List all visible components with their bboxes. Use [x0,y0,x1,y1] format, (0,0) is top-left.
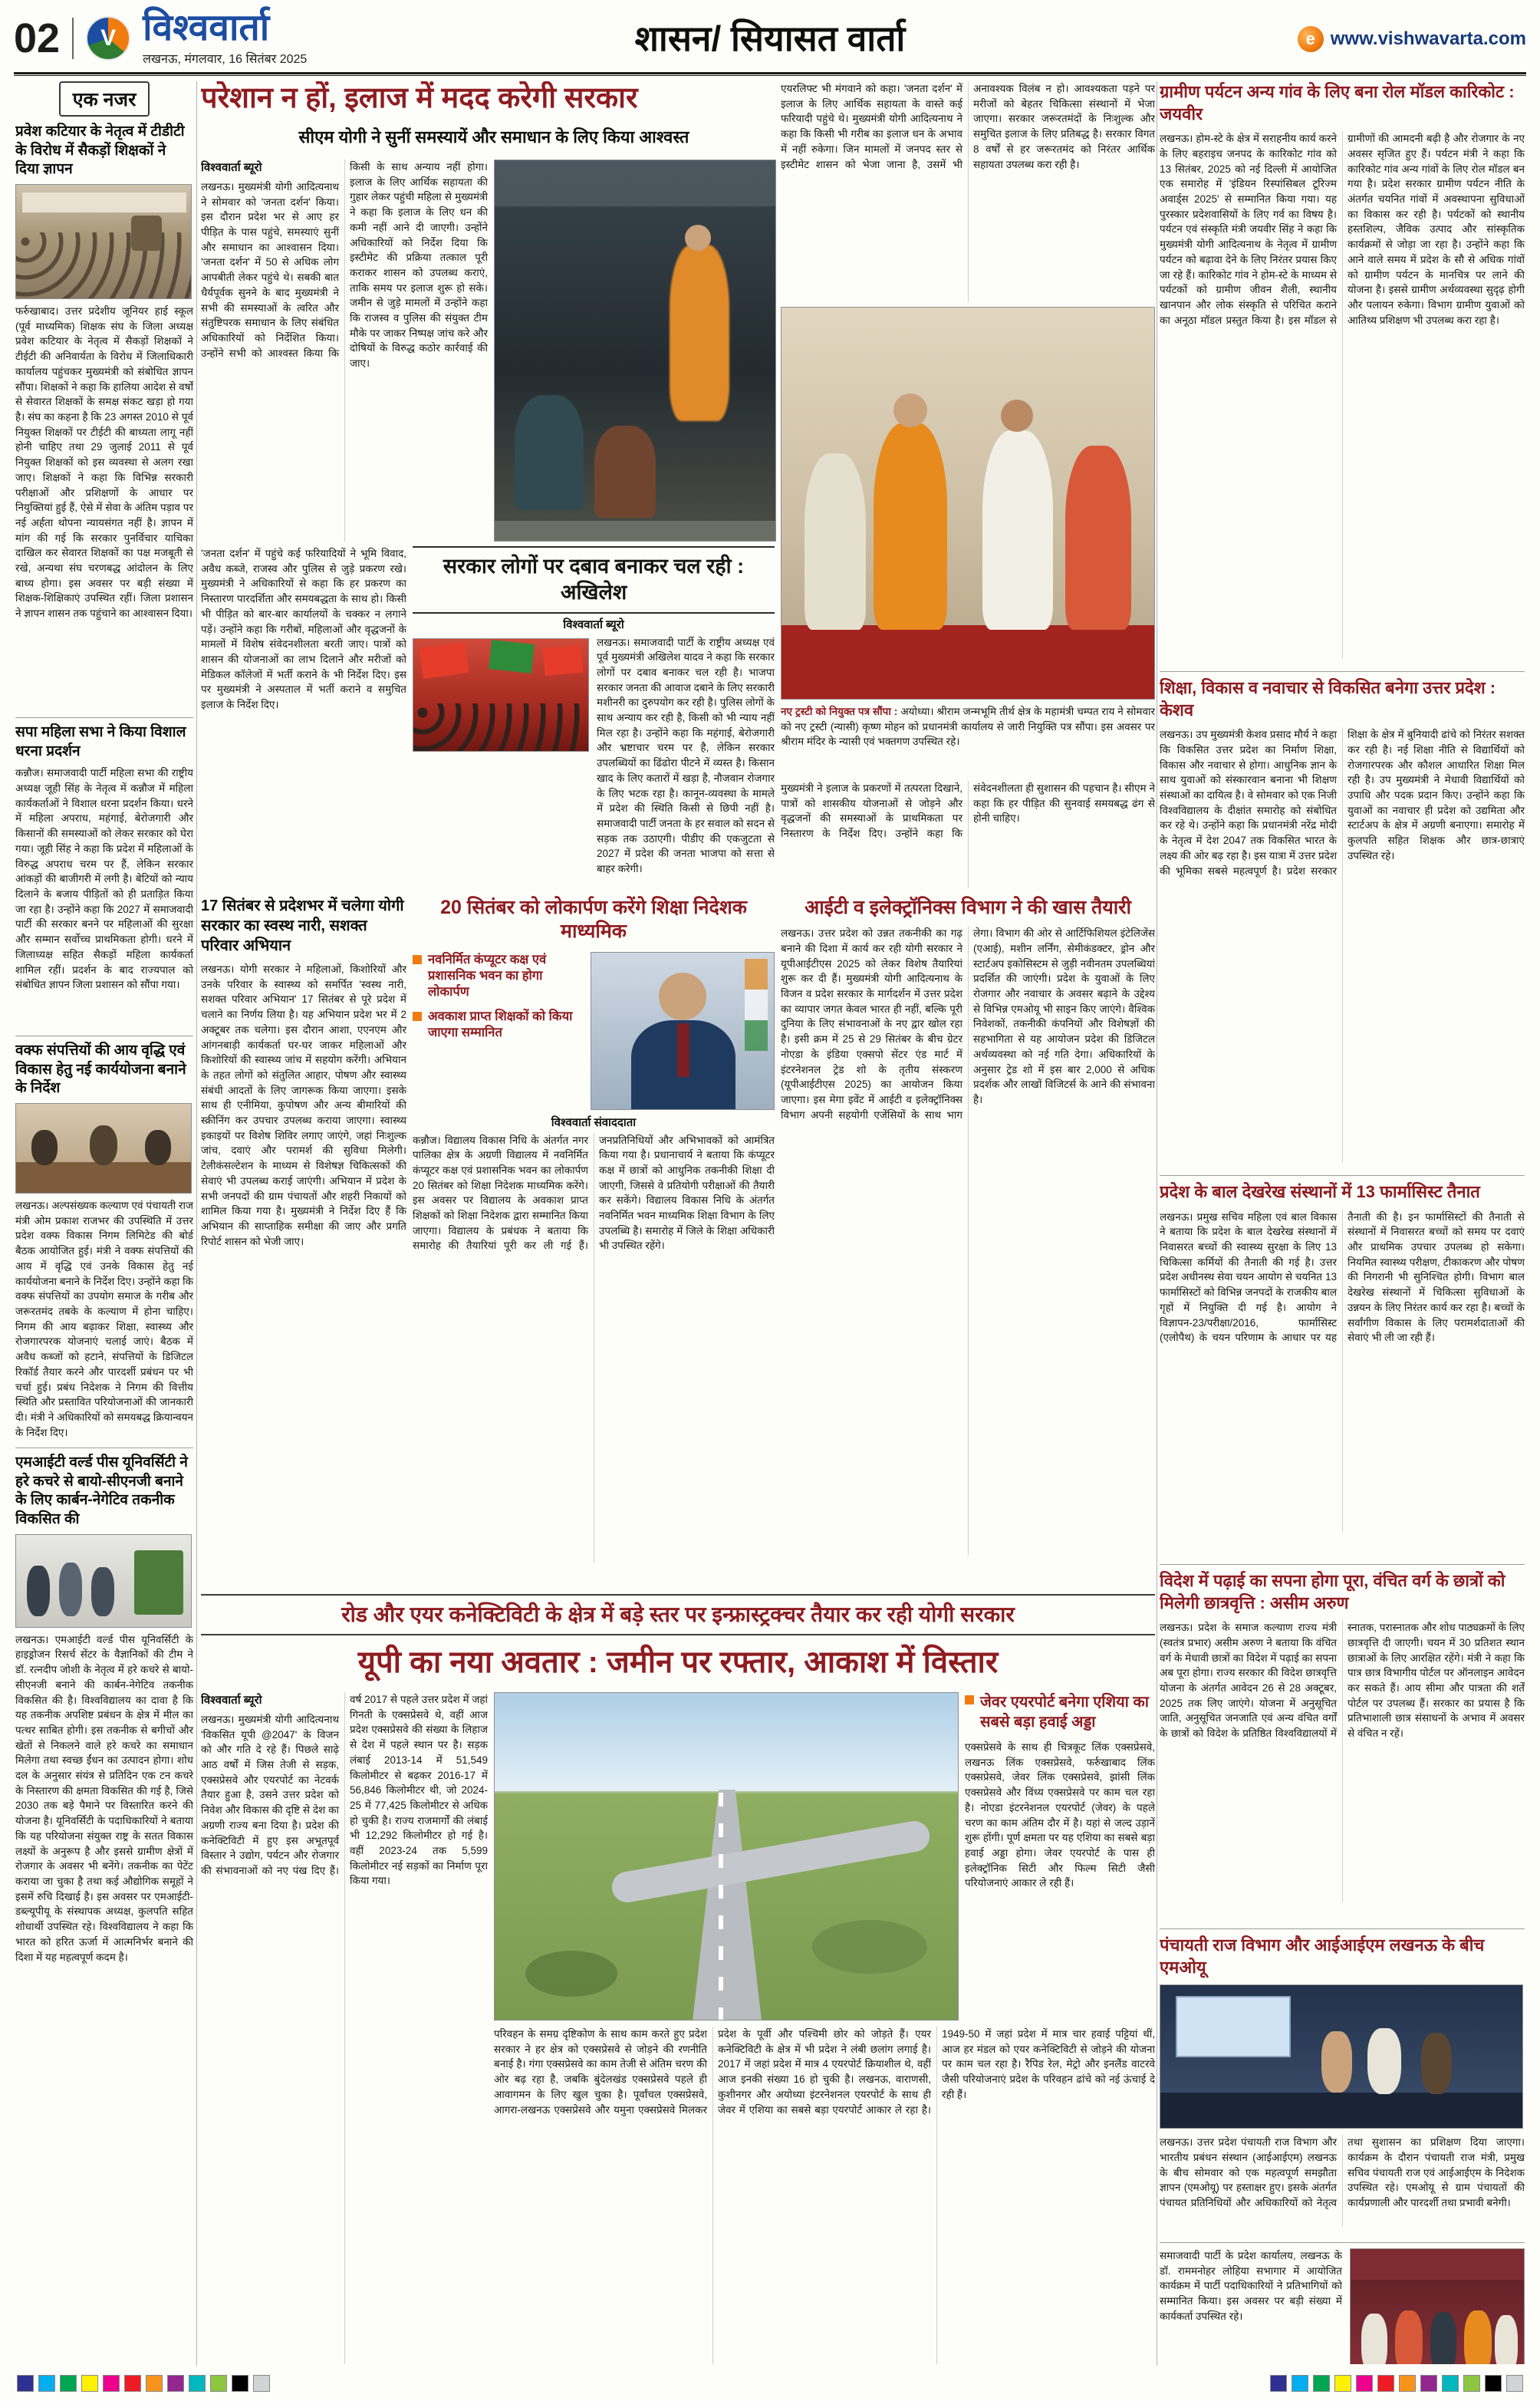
photo-caption: समाजवादी पार्टी के प्रदेश कार्यालय, लखनऊ के डॉ. राममनोहर लोहिया सभागार में आयोजित कार्यक्रम में पार्टी पदाधिकारियों ने प्रतिभागियों को सम्मानित किया। इस अवसर पर बड़ी संख्या में कार्यकर्ता उपस्थित रहे। [1160,2250,1342,2322]
mou-signing-photo [1160,1984,1523,2129]
print-colorbar-left [17,2375,270,2392]
caption-lead: नए ट्रस्टी को नियुक्त पत्र सौंपा : [781,706,898,717]
lead-subhead: सीएम योगी ने सुनीं समस्यायें और समाधान के लिए किया आश्वस्त [298,127,689,147]
orange-square-icon [413,955,422,964]
paper-name: विश्ववार्ता [143,8,270,48]
color-swatch [38,2375,55,2392]
globe-icon: e [1298,26,1324,52]
ayodhya-trustee-photo [781,307,1155,700]
lead-byline: विश्ववार्ता ब्यूरो [201,161,262,174]
lead-body-block-1 [201,160,488,542]
color-swatch [1420,2375,1437,2392]
story-body: लखनऊ। प्रदेश के समाज कल्याण राज्य मंत्री (स्वतंत्र प्रभार) असीम अरुण ने बताया कि वंचित वर्ग के मेधावी छात्रों का विदेश में पढ़ाई का सपना अब पूरा होगा। राज्य सरकार की विदेश छात्रवृत्ति योजना के अंतर्गत आवेदन 26 से 28 अक्टूबर, 2025 तक लिए जाएंगे। योजना में अनुसूचित जाति, अनुसूचित जनजाति एवं अन्य वंचित वर्गों के छात्रों को विदेश के प्रतिष्ठित विश्वविद्यालयों में स्नातक, परास्नातक और शोध पाठ्यक्रमों के लिए छात्रवृत्ति दी जाएगी। चयन में 30 प्रतिशत स्थान छात्राओं के लिए आरक्षित रहेंगे। मंत्री ने कहा कि पात्र छात्र विभागीय पोर्टल पर ऑनलाइन आवेदन कर सकते हैं। आय सीमा और पात्रता की शर्तें पोर्टल पर उपलब्ध हैं। सरकार का प्रयास है कि प्रतिभाशाली छात्र संसाधनों के अभाव में अवसर से वंचित न रहें। [1160,1622,1525,1740]
story-body: फर्रुखाबाद। उत्तर प्रदेशीय जूनियर हाई स्कूल (पूर्व माध्यमिक) शिक्षक संघ के जिला अध्यक्ष प्रवेश कटियार के नेतृत्व में सैकड़ों शिक्षकों ने टीईटी की अनिवार्यता के विरोध में जिलाधिकारी कार्यालय पहुंचकर मुख्यमंत्री को संबोधित ज्ञापन सौंपा। शिक्षकों ने कहा कि हालिया आदेश से वर्षों से सेवारत शिक्षकों के समक्ष संकट खड़ा हो गया है। संघ का कहना है कि 23 अगस्त 2010 से पूर्व नियुक्त शिक्षकों पर टीईटी की बाध्यता लागू नहीं होनी चाहिए तथा 29 जुलाई 2011 से पूर्व नियुक्त शिक्षकों को इस व्यवस्था से अलग रखा जाए। शिक्षकों ने कहा कि विभिन्न सरकारी परीक्षाओं और प्रशिक्षणों के आधार पर नियुक्तियां हुई हैं, ऐसे में सेवा के अंतिम पड़ाव पर नई अर्हता थोपना न्यायसंगत नहीं है। ज्ञापन में मांग की गई कि सरकार पुनर्विचार याचिका दाखिल कर सेवारत शिक्षकों का पक्ष मजबूती से रखे, अन्यथा संघ चरणबद्ध आंदोलन के लिए बाध्य होगा। इस अवसर पर बड़ी संख्या में शिक्षक-शिक्षिकाएं उपस्थित रहीं। जिला प्रशासन ने ज्ञापन शासन तक पहुंचाने का आश्वासन दिया। [15,305,193,620]
color-swatch [81,2375,98,2392]
infra-body-block-1 [201,1692,488,2364]
orange-square-icon [965,1695,974,1704]
story-body: लखनऊ। होम-स्टे के क्षेत्र में सराहनीय कार्य करने के लिए बहराइच जनपद के कारिकोट गांव को 13 सितंबर, 2025 को नई दिल्ली में आयोजित एक समारोह में 'इंडियन रिस्पांसिबल टूरिज्म अवार्ड्स 2025' से सम्मानित किया गया। यह पुरस्कार प्रदेशवासियों के लिए गर्व का विषय है। पर्यटन एवं संस्कृति मंत्री जयवीर सिंह ने कहा कि मुख्यमंत्री योगी आदित्यनाथ के नेतृत्व में ग्रामीण पर्यटन को बढ़ावा देने के लिए निरंतर प्रयास किए जा रहे हैं। कारिकोट गांव ने होम-स्टे के माध्यम से पर्यटकों को ग्रामीण जीवन शैली, स्थानीय खानपान और लोक संस्कृति से परिचित कराने का अनूठा मॉडल प्रस्तुत किया है। इस मॉडल से ग्रामीणों की आमदनी बढ़ी है और रोजगार के नए अवसर सृजित हुए हैं। पर्यटन मंत्री ने कहा कि कारिकोट गांव अन्य गांवों के लिए रोल मॉडल बन गया है। प्रदेश सरकार ग्रामीण पर्यटन नीति के अंतर्गत चयनित गांवों में अवस्थापना सुविधाओं का विकास कर रही है। पर्यटकों को स्थानीय हस्तशिल्प, जैविक उत्पाद और सांस्कृतिक कार्यक्रमों से जोड़ा जा रहा है। उन्होंने कहा कि आने वाले समय में प्रदेश के सौ से अधिक गांवों को ग्रामीण पर्यटन के मानचित्र पर लाने की योजना है। इससे ग्रामीण अर्थव्यवस्था सुदृढ़ होगी और पलायन रुकेगा। विभाग ग्रामीण युवाओं को आतिथ्य प्रशिक्षण भी उपलब्ध करा रहा है। [1160,133,1525,326]
right-photo-news [1160,2248,1525,2364]
it-body: लखनऊ। उत्तर प्रदेश को उन्नत तकनीकी का गढ़ बनाने की दिशा में कार्य कर रही योगी सरकार ने यूपीआईटीएस 2025 को लेकर विशेष तैयारियां शुरू कर दी हैं। मुख्यमंत्री योगी आदित्यनाथ के विजन व प्रदेश सरकार के मार्गदर्शन में उत्तर प्रदेश का व्यापार जगत केवल भारत ही नहीं, बल्कि पूरी दुनिया के लिए संभावनाओं के नए द्वार खोल रहा है। इसी क्रम में 25 से 29 सितंबर के बीच ग्रेटर नोएडा के इंडिया एक्सपो सेंटर एंड मार्ट में इंटरनेशनल ट्रेड शो के तृतीय संस्करण (यूपीआईटीएस 2025) का आयोजन किया जाएगा। इस मेगा इवेंट में आईटी व इलेक्ट्रॉनिक्स विभाग अपनी सहयोगी एजेंसियों के साथ भाग लेगा। विभाग की ओर से आर्टिफिशियल इंटेलिजेंस (एआई), मशीन लर्निंग, सेमीकंडक्टर, ड्रोन और स्टार्टअप इकोसिस्टम से जुड़ी नवीनतम उपलब्धियां प्रदर्शित की जाएंगी। प्रदेश के युवाओं के लिए रोजगार और नवाचार के अवसर बढ़ाने के उद्देश्य से विभिन्न एमओयू भी साइन किए जाएंगे। वैश्विक निवेशकों, तकनीकी कंपनियों और विशेषज्ञों की सहभागिता से यह आयोजन प्रदेश की डिजिटल अर्थव्यवस्था को नई गति देगा। अधिकारियों के अनुसार ट्रेड शो में इस बार 2,000 से अधिक प्रदर्शक और लाखों विजिटर्स के आने की संभावना है। [781,927,1155,1121]
paper-dateline: लखनऊ, मंगलवार, 16 सितंबर 2025 [143,53,308,67]
color-swatch [17,2375,34,2392]
color-swatch [1377,2375,1394,2392]
color-swatch [1313,2375,1330,2392]
akhilesh-headline: सरकार लोगों पर दबाव बनाकर चल रही : अखिलेश [413,546,775,614]
story-headline: शिक्षा, विकास व नवाचार से विकसित बनेगा उत्तर प्रदेश : केशव [1160,678,1496,720]
color-swatch [1399,2375,1416,2392]
story-body: लखनऊ। अल्पसंख्यक कल्याण एवं पंचायती राज मंत्री ओम प्रकाश राजभर की उपस्थिति में उत्तर प्रदेश वक्फ विकास निगम लिमिटेड की बोर्ड बैठक आयोजित हुई। मंत्री ने वक्फ संपत्तियों की आय में वृद्धि एवं उनके विकास हेतु नई कार्ययोजना बनाने के निर्देश दिए। उन्होंने कहा कि वक्फ संपत्तियों का उपयोग समाज के गरीब और जरूरतमंद तबके के कल्याण में होना चाहिए। निगम की आय बढ़ाकर शिक्षा, स्वास्थ्य और रोजगारपरक योजनाएं चलाई जाएं। बैठक में अवैध कब्जों को हटाने, संपत्तियों के डिजिटल रिकॉर्ड तैयार करने और पारदर्शी प्रबंधन पर भी चर्चा हुई। प्रबंध निदेशक ने निगम की वित्तीय स्थिति और प्रस्तावित परियोजनाओं की जानकारी दी। मंत्री ने अधिकारियों को समयबद्ध क्रियान्वयन के निर्देश दिए। [15,1200,193,1438]
color-swatch [1463,2375,1480,2392]
right-story-pharmacist [1160,1181,1525,1559]
story-headline: वक्फ संपत्तियों की आय वृद्धि एवं विकास हेतु नई कार्ययोजना बनाने के निर्देश [15,1042,186,1097]
color-swatch [60,2375,77,2392]
left-story-mit [15,1454,193,2364]
left-story-sapa-mahila [15,723,193,1030]
story-body: लखनऊ। प्रमुख सचिव महिला एवं बाल विकास ने बताया कि प्रदेश के बाल देखरेख संस्थानों में निवासरत बच्चों की स्वास्थ्य सुरक्षा के लिए 13 चिकित्सा कर्मियों की तैनाती की गई है। उत्तर प्रदेश अधीनस्थ सेवा चयन आयोग से चयनित 13 फार्मासिस्टों को विभिन्न जनपदों के राजकीय बाल गृहों में नियुक्ति दी गई है। आयोग ने विज्ञापन-23/परीक्षा/2016, फार्मासिस्ट (एलोपैथ) के चयन परिणाम के आधार पर यह तैनाती की है। इन फार्मासिस्टों की तैनाती से संस्थानों में निवासरत बच्चों को समय पर दवाएं और प्राथमिक उपचार उपलब्ध हो सकेगा। नियमित स्वास्थ्य परीक्षण, टीकाकरण और पोषण की निगरानी भी सुनिश्चित होगी। विभाग बाल देखरेख संस्थानों में चिकित्सा सुविधाओं के उन्नयन के लिए निरंतर कार्य कर रहा है। बच्चों के सर्वांगीण विकास के लिए परामर्शदाताओं की सेवाएं भी ली जा रही हैं। [1160,1210,1525,1344]
orange-square-icon [413,1012,422,1021]
loksarpan-byline: विश्ववार्ता संवाददाता [551,1115,637,1129]
akhilesh-rally-photo [413,638,589,752]
color-swatch [189,2375,206,2392]
lead-body-block-4: मुख्यमंत्री ने इलाज के प्रकरणों में तत्परता दिखाने, पात्रों को शासकीय योजनाओं से जोड़ने और वृद्धजनों की समस्याओं के प्राथमिकता पर निस्तारण के निर्देश दिए। उन्होंने कहा कि संवेदनशीलता ही सुशासन की पहचान है। सीएम ने कहा कि हर पीड़ित की सुनवाई समयबद्ध ढंग से होनी चाहिए। [781,782,1155,840]
swasth-headline: 17 सितंबर से प्रदेशभर में चलेगा योगी सरकार का स्वस्थ नारी, सशक्त परिवार अभियान [201,897,404,954]
column-divider [196,81,197,2366]
infra-body-block-2: परिवहन के समग्र दृष्टिकोण के साथ काम करते हुए प्रदेश सरकार ने हर क्षेत्र को एक्सप्रेसवे से जोड़ने की रणनीति बनाई है। गंगा एक्सप्रेसवे का काम तेजी से अंतिम चरण की ओर बढ़ रहा है, जबकि बुंदेलखंड एक्सप्रेसवे पहले ही आवागमन के लिए खुल चुका है। पूर्वांचल एक्सप्रेसवे, आगरा-लखनऊ एक्सप्रेसवे और यमुना एक्सप्रेसवे मिलकर प्रदेश के पूर्वी और पश्चिमी छोर को जोड़ते हैं। एयर कनेक्टिविटी के क्षेत्र में भी प्रदेश ने लंबी छलांग लगाई है। 2017 में जहां प्रदेश में मात्र 4 एयरपोर्ट क्रियाशील थे, वहीं आज इनकी संख्या 16 हो चुकी है। लखनऊ, वाराणसी, कुशीनगर और अयोध्या इंटरनेशनल एयरपोर्ट के साथ ही जेवर में एशिया का सबसे बड़ा एयरपोर्ट आकार ले रहा है। 1949-50 में जहां प्रदेश में मात्र चार हवाई पट्टियां थीं, आज हर मंडल को एयर कनेक्टिविटी से जोड़ने की योजना पर काम चल रहा है। रैपिड रेल, मेट्रो और इनलैंड वाटरवे जैसी परियोजनाएं प्रदेश के परिवहन ढांचे को नई ऊंचाई दे रही हैं। [494,2028,1155,2116]
color-swatch [103,2375,120,2392]
lead-headline: परेशान न हों, इलाज में मदद करेगी सरकार [201,82,638,114]
caption-text: अयोध्या। श्रीराम जन्मभूमि तीर्थ क्षेत्र के महामंत्री चम्पत राय ने सोमवार को नए ट्रस्टी (न्यासी) कृष्ण मोहन को प्रधानमंत्री कार्यालय से जारी नियुक्ति पत्र सौंपा। इस अवसर पर श्रीराम मंदिर के न्यासी एवं भक्तगण उपस्थित रहे। [781,706,1155,748]
loksarpan-bullet-2: अवकाश प्राप्त शिक्षकों को किया जाएगा सम्मानित [413,1009,581,1042]
color-swatch [1485,2375,1502,2392]
right-story-scholarship [1160,1570,1525,1923]
jewar-body: एक्सप्रेसवे के साथ ही चित्रकूट लिंक एक्सप्रेसवे, लखनऊ लिंक एक्सप्रेसवे, फर्रुखाबाद लिंक एक्सप्रेसवे, जेवर लिंक एक्सप्रेसवे, झांसी लिंक एक्सप्रेसवे और विंध्य एक्सप्रेसवे पर काम चल रहा है। नोएडा इंटरनेशनल एयरपोर्ट (जेवर) के पहले चरण का काम अंतिम दौर में है। यहां से जल्द उड़ानें शुरू होंगी। पूर्ण क्षमता पर यह एशिया का सबसे बड़ा हवाई अड्डा होगा। जेवर एयरपोर्ट के पास ही इलेक्ट्रॉनिक सिटी और फिल्म सिटी जैसी परियोजनाएं आकार ले रही हैं। [965,1741,1155,1889]
website-link[interactable] [1298,26,1526,52]
color-swatch [232,2375,248,2392]
story-headline: एमआईटी वर्ल्ड पीस यूनिवर्सिटी ने हरे कचरे से बायो-सीएनजी बनाने के लिए कार्बन-नेगेटिव तकनीक विकसित की [15,1454,188,1528]
right-column [1160,81,1525,2364]
color-swatch [1442,2375,1459,2392]
expressway-aerial-photo [494,1692,959,2021]
story-body: लखनऊ। उत्तर प्रदेश पंचायती राज विभाग और भारतीय प्रबंधन संस्थान (आईआईएम) लखनऊ के बीच सोमवार को एक महत्वपूर्ण समझौता ज्ञापन (एमओयू) पर हस्ताक्षर हुए। इसके अंतर्गत पंचायत प्रतिनिधियों और अधिकारियों को नेतृत्व तथा सुशासन का प्रशिक्षण दिया जाएगा। कार्यक्रम के दौरान पंचायती राज मंत्री, प्रमुख सचिव पंचायती राज एवं आईआईएम के निदेशक उपस्थित रहे। एमओयू से ग्राम पंचायतों की कार्यप्रणाली और पारदर्शी तथा प्रभावी बनेगी। [1160,2136,1525,2208]
color-swatch [124,2375,141,2392]
loksarpan-bullet-1: नवनिर्मित कंप्यूटर कक्ष एवं प्रशासनिक भवन का होगा लोकार्पण [413,952,581,1001]
color-swatch [1270,2375,1287,2392]
ayodhya-caption [781,704,1155,776]
waqf-meeting-photo [15,1103,192,1194]
website-url[interactable]: www.vishwavarta.com [1330,28,1526,49]
akhilesh-body: लखनऊ। समाजवादी पार्टी के राष्ट्रीय अध्यक्ष एवं पूर्व मुख्यमंत्री अखिलेश यादव ने कहा कि सरकार लोगों पर दबाव बनाकर चल रही है। भाजपा सरकार जनता की आवाज दबाने के लिए सरकारी मशीनरी का दुरुपयोग कर रही है। पुलिस लोगों के साथ अन्याय कर रही है, किसी को भी न्याय नहीं मिल रहा है। उन्होंने कहा कि महंगाई, बेरोजगारी और भ्रष्टाचार चरम पर है, लेकिन सरकार उपलब्धियों का ढिंढोरा पीटने में व्यस्त है। किसान खाद के लिए कतारों में खड़ा है, नौजवान रोजगार के लिए भटक रहा है। कानून-व्यवस्था के मामले में प्रदेश की स्थिति किसी से छिपी नहीं है। समाजवादी पार्टी जनता के हर सवाल को सदन से सड़क तक उठाएगी। पीडीए की एकजुटता से 2027 में प्रदेश की जनता भाजपा को सत्ता से बाहर करेगी। [597,636,775,875]
lead-body-block-3: 'जनता दर्शन' में पहुंचे कई फरियादियों ने भूमि विवाद, अवैध कब्जे, राजस्व और पुलिस से जुड़े प्रकरण रखे। मुख्यमंत्री ने अधिकारियों से कहा कि हर प्रकरण का निस्तारण पारदर्शिता और समयबद्धता के साथ हो। किसी भी पीड़ित को बार-बार कार्यालयों के चक्कर न लगाने पड़ें। उन्होंने कहा कि गरीबों, महिलाओं और वृद्धजनों के मामलों में विशेष संवेदनशीलता बरती जाए। पात्रों को शासन की योजनाओं का लाभ दिलाने और मरीजों को मेडिकल कॉलेजों में भर्ती कराने के भी निर्देश दिए। इस पर मुख्यमंत्री ने अस्पताल में भर्ती कराने व समुचित इलाज के निर्देश दिए। [201,548,406,711]
right-story-tourism [1160,81,1525,666]
loksarpan-story [413,896,775,1586]
section-title: शासन/ सियासत वार्ता [634,18,906,58]
infra-headline: यूपी का नया अवतार : जमीन पर रफ्तार, आकाश में विस्तार [357,1645,999,1679]
loksarpan-body: कन्नौज। विद्यालय विकास निधि के अंतर्गत नगर पालिका क्षेत्र के अग्रणी विद्यालय में नवनिर्मित कंप्यूटर कक्ष एवं प्रशासनिक भवन का लोकार्पण 20 सितंबर को शिक्षा निदेशक माध्यमिक करेंगे। इस अवसर पर विद्यालय के अवकाश प्राप्त शिक्षकों को शिक्षा निदेशक द्वारा सम्मानित किया जाएगा। विद्यालय के प्रबंधक ने बताया कि समारोह की तैयारियां पूरी कर ली गई हैं। जनप्रतिनिधियों और अभिभावकों को आमंत्रित किया गया है। प्रधानाचार्य ने बताया कि कंप्यूटर कक्ष में छात्रों को आधुनिक तकनीकी शिक्षा दी जाएगी, जिससे वे प्रतियोगी परीक्षाओं की तैयारी कर सकेंगे। विद्यालय विकास निधि के अंतर्गत नवनिर्मित भवन माध्यमिक शिक्षा विभाग के लिए उपलब्धि है। समारोह में जिले के शिक्षा अधिकारी भी उपस्थित रहेंगे। [413,1134,775,1252]
story-headline: विदेश में पढ़ाई का सपना होगा पूरा, वंचित वर्ग के छात्रों को मिलेगी छात्रवृत्ति : असीम अरुण [1160,1571,1505,1612]
swasth-body: लखनऊ। योगी सरकार ने महिलाओं, किशोरियों और उनके परिवार के स्वास्थ्य को समर्पित 'स्वस्थ नारी, सशक्त परिवार अभियान' 17 सितंबर से पूरे प्रदेश में चलाने का निर्णय लिया है। यह अभियान प्रदेश भर में 2 अक्टूबर तक चलेगा। इस दौरान आशा, एएनएम और आंगनबाड़ी कार्यकर्ता घर-घर जाकर महिलाओं और किशोरियों की स्वास्थ्य जांच में सहयोग करेंगी। अभियान के तहत लोगों को संतुलित आहार, पोषण और स्वास्थ्य संबंधी आदतों के लिए जागरूक किया जाएगा। इसके साथ ही एनीमिया, कुपोषण और अन्य बीमारियों की स्क्रीनिंग कर उपचार उपलब्ध कराया जाएगा। स्वास्थ्य इकाइयों पर विशेष शिविर लगाए जाएंगे, जहां निःशुल्क जांच, दवाएं और परामर्श की सुविधा मिलेगी। टेलीकंसल्टेशन के माध्यम से विशेषज्ञ चिकित्सकों की सेवाएं भी उपलब्ध कराई जाएंगी। अभियान में प्रदेश के सभी जनपदों की ग्राम पंचायतों और शहरी निकायों को शामिल किया गया है। मुख्यमंत्री ने निर्देश दिए हैं कि अभियान की साप्ताहिक समीक्षा की जाए और प्रगति रिपोर्ट शासन को भेजी जाए। [201,963,406,1247]
infra-body-text: लखनऊ। मुख्यमंत्री योगी आदित्यनाथ 'विकसित यूपी @2047' के विजन को और गति दे रहे हैं। पिछले साढ़े आठ वर्षों में जिस तेजी से सड़क, एक्सप्रेसवे और एयरपोर्ट का नेटवर्क तैयार हुआ है, उसने उत्तर प्रदेश को निवेश और विकास की दृष्टि से देश का अग्रणी राज्य बना दिया है। प्रदेश की कनेक्टिविटी में हुए इस अभूतपूर्व विस्तार ने उद्योग, पर्यटन और रोजगार की संभावनाओं को नए पंख दिए हैं। वर्ष 2017 से पहले उत्तर प्रदेश में जहां गिनती के एक्सप्रेसवे थे, वहीं आज प्रदेश एक्सप्रेसवे की संख्या के लिहाज से देश में पहले स्थान पर है। सड़क लंबाई 2013-14 में 51,549 किलोमीटर से बढ़कर 2016-17 में 56,846 किलोमीटर थी, जो 2024-25 में 77,425 किलोमीटर से अधिक हो चुकी है। राज्य राजमार्गों की लंबाई भी 12,292 किलोमीटर हो गई है। वहीं 2023-24 तक 5,599 किलोमीटर नई सड़कों का निर्माण पूरा किया गया। [201,1694,488,1887]
paper-title-block [143,9,307,67]
right-story-mou [1160,1935,1525,2237]
infra-banner: रोड और एयर कनेक्टिविटी के क्षेत्र में बड़े स्तर पर इन्फ्रास्ट्रक्चर तैयार कर रही योगी सरकार [201,1594,1155,1635]
page-number: 02 [14,18,74,59]
print-colorbar-right [1270,2375,1523,2392]
swasth-nari-story [201,896,406,1586]
eknazar-label: एक नजर [59,81,150,117]
it-dept-story [781,896,1155,1586]
color-swatch [167,2375,184,2392]
jewar-story [965,1692,1155,2021]
color-swatch [210,2375,227,2392]
left-column [15,81,193,2364]
color-swatch [1356,2375,1373,2392]
story-body: लखनऊ। उप मुख्यमंत्री केशव प्रसाद मौर्य ने कहा कि विकसित उत्तर प्रदेश का निर्माण शिक्षा, विकास और नवाचार से होगा। आधुनिक ज्ञान के साथ युवाओं को संस्कारवान बनाना भी शिक्षण संस्थाओं का दायित्व है। वे सोमवार को एक निजी विश्वविद्यालय के दीक्षांत समारोह को संबोधित कर रहे थे। उन्होंने कहा कि प्रधानमंत्री नरेंद्र मोदी के नेतृत्व में देश 2047 तक विकसित भारत के लक्ष्य की ओर बढ़ रहा है। इस यात्रा में उत्तर प्रदेश की भूमिका सबसे महत्वपूर्ण है। प्रदेश सरकार शिक्षा के क्षेत्र में बुनियादी ढांचे को निरंतर सशक्त कर रही है। नई शिक्षा नीति से विद्यार्थियों को रोजगारपरक और कौशल आधारित शिक्षा मिल रही है। उप मुख्यमंत्री ने मेधावी विद्यार्थियों को उपाधि और पदक प्रदान किए। उन्होंने कहा कि युवाओं का नवाचार ही प्रदेश को उद्यमिता और स्टार्टअप के क्षेत्र में अग्रणी बनाएगा। समारोह में कुलपति सहित शिक्षक और छात्र-छात्राएं उपस्थित रहे। [1160,729,1525,877]
story-headline: प्रवेश कटियार के नेतृत्व में टीडीटी के विरोध में सैकड़ों शिक्षकों ने दिया ज्ञापन [15,124,185,178]
paper-logo-icon: V [86,16,130,61]
masthead [14,5,1526,71]
color-swatch [146,2375,163,2392]
color-swatch [1506,2375,1523,2392]
color-swatch [1292,2375,1308,2392]
akhilesh-story [413,546,775,888]
color-swatch [253,2375,270,2392]
left-story-waqf [15,1042,193,1442]
main-column [201,81,1155,2364]
it-headline: आईटी व इलेक्ट्रॉनिक्स विभाग ने की खास तैयारी [805,897,1131,918]
lead-body-text: लखनऊ। मुख्यमंत्री योगी आदित्यनाथ ने सोमवार को 'जनता दर्शन' किया। इस दौरान प्रदेश भर से आए हर पीड़ित के पास पहुंचे, समस्याएं सुनीं और समाधान का आश्वासन दिया। 'जनता दर्शन' में 50 से अधिक लोग आपबीती लेकर पहुंचे थे। सबकी बात धैर्यपूर्वक सुनने के बाद मुख्यमंत्री ने सभी की समस्याओं के त्वरित और संतुष्टिपरक समाधान के लिए संबंधित अधिकारियों को निर्देशित किया। उन्होंने सभी को आश्वस्त किया कि किसी के साथ अन्याय नहीं होगा। इलाज के लिए आर्थिक सहायता की गुहार लेकर पहुंची महिला से मुख्यमंत्री ने कहा कि इलाज के लिए धन की कमी नहीं आने दी जाएगी। उन्होंने अधिकारियों को निर्देश दिया कि इस्टीमेट की प्रक्रिया तत्काल पूरी कराकर शासन को उपलब्ध कराएं, ताकि समय पर इलाज शुरू हो सके। जमीन से जुड़े मामलों में उन्होंने कहा कि राजस्व व पुलिस की संयुक्त टीम मौके पर जाकर निष्पक्ष जांच करे और दोषियों के विरुद्ध कठोर कार्रवाई की जाए। [201,161,488,370]
story-headline: सपा महिला सभा ने किया विशाल धरना प्रदर्शन [15,724,186,759]
sp-office-event-photo [1350,2248,1525,2364]
masthead-left [14,9,307,67]
loksarpan-headline: 20 सितंबर को लोकार्पण करेंगे शिक्षा निदेशक माध्यमिक [440,897,747,943]
story-headline: पंचायती राज विभाग और आईआईएम लखनऊ के बीच एमओयू [1160,1935,1485,1977]
masthead-rule [14,72,1526,76]
janta-darshan-photo [494,160,776,542]
story-headline: ग्रामीण पर्यटन अन्य गांव के लिए बना रोल मॉडल कारिकोट : जयवीर [1160,82,1515,124]
crowd-protest-photo [15,184,192,299]
education-director-photo [591,952,775,1110]
right-story-keshav [1160,677,1525,1170]
story-headline: प्रदेश के बाल देखरेख संस्थानों में 13 फार्मासिस्ट तैनात [1160,1182,1480,1201]
akhilesh-byline: विश्ववार्ता ब्यूरो [563,618,624,631]
jewar-headline: जेवर एयरपोर्ट बनेगा एशिया का सबसे बड़ा हवाई अड्डा [965,1692,1155,1732]
infra-byline: विश्ववार्ता ब्यूरो [201,1694,262,1707]
story-body: लखनऊ। एमआईटी वर्ल्ड पीस यूनिवर्सिटी के हाइड्रोजन रिसर्च सेंटर के वैज्ञानिकों की टीम ने डॉ. रत्नदीप जोशी के नेतृत्व में हरे कचरे से बायो-सीएनजी बनाने की कार्बन-नेगेटिव तकनीक विकसित की है। विश्वविद्यालय का दावा है कि यह तकनीक अपशिष्ट प्रबंधन के क्षेत्र में मील का पत्थर साबित होगी। इस तकनीक से बगीचों और खेतों से निकलने वाले हरे कचरे का समाधान मिलेगा तथा स्वच्छ ईंधन का उत्पादन होगा। शोध दल के अनुसार संयंत्र से प्रतिदिन एक टन कचरे के निस्तारण की क्षमता विकसित की गई है, जिसे 2030 तक बड़े पैमाने पर विस्तारित करने की योजना है। यूनिवर्सिटी के पदाधिकारियों ने बताया कि यह परियोजना संयुक्त राष्ट्र के सतत विकास लक्ष्यों के अनुरूप है और इससे ग्रामीण क्षेत्रों में रोजगार के अवसर भी बनेंगे। तकनीक का पेटेंट कराया जा चुका है तथा कई औद्योगिक समूहों ने इसमें रुचि दिखाई है। इस अवसर पर एमआईटी-डब्ल्यूपीयू के संस्थापक अध्यक्ष, कुलपति सहित शोधार्थी उपस्थित रहे। विश्वविद्यालय ने कहा कि भारत को हरित ऊर्जा में आत्मनिर्भर बनाने की दिशा में यह महत्वपूर्ण कदम है। [15,1633,193,1963]
mit-university-photo [15,1534,192,1628]
story-body: कन्नौज। समाजवादी पार्टी महिला सभा की राष्ट्रीय अध्यक्ष जूही सिंह के नेतृत्व में कन्नौज में महिला कार्यकर्ताओं ने विशाल धरना प्रदर्शन किया। धरने में महिला अपराध, महंगाई, बेरोजगारी और किसानों की समस्याओं को लेकर सरकार को घेरा गया। जूही सिंह ने कहा कि प्रदेश में महिलाओं के विरुद्ध अपराध चरम पर हैं, लेकिन सरकार आंकड़ों की बाजीगरी में लगी है। बेटियों को न्याय दिलाने के बजाय पीड़ितों को ही प्रताड़ित किया जा रहा है। उन्होंने कहा कि 2027 में समाजवादी पार्टी की सरकार बनने पर महिलाओं की सुरक्षा और सम्मान सर्वोच्च प्राथमिकता होगी। धरने में जिलाध्यक्ष सहित सैकड़ों महिला कार्यकर्ता शामिल रहीं। प्रदर्शन के बाद राज्यपाल को संबोधित ज्ञापन जिला प्रशासन को सौंपा गया। [15,767,193,991]
lead-body-block-2: एयरलिफ्ट भी मंगवाने को कहा। 'जनता दर्शन' में इलाज के लिए आर्थिक सहायता के वास्ते कई फरियादी पहुंचे थे। मुख्यमंत्री योगी आदित्यनाथ ने कहा कि किसी भी गरीब का इलाज धन के अभाव में नहीं रुकेगा। जिन मामलों में जनपद स्तर से इस्टीमेट शासन को भेजा जाना है, उसमें भी अनावश्यक विलंब न हो। आवश्यकता पड़ने पर मरीजों को बेहतर चिकित्सा संस्थानों में भेजा जाएगा। सरकार जरूरतमंदों के निःशुल्क और समुचित इलाज के लिए प्रतिबद्ध है। सरकार विगत 8 वर्षों से हर जरूरतमंद को निरंतर आर्थिक सहायता उपलब्ध करा रही है। [781,83,1155,170]
left-story-tdt [15,123,193,712]
color-swatch [1334,2375,1351,2392]
